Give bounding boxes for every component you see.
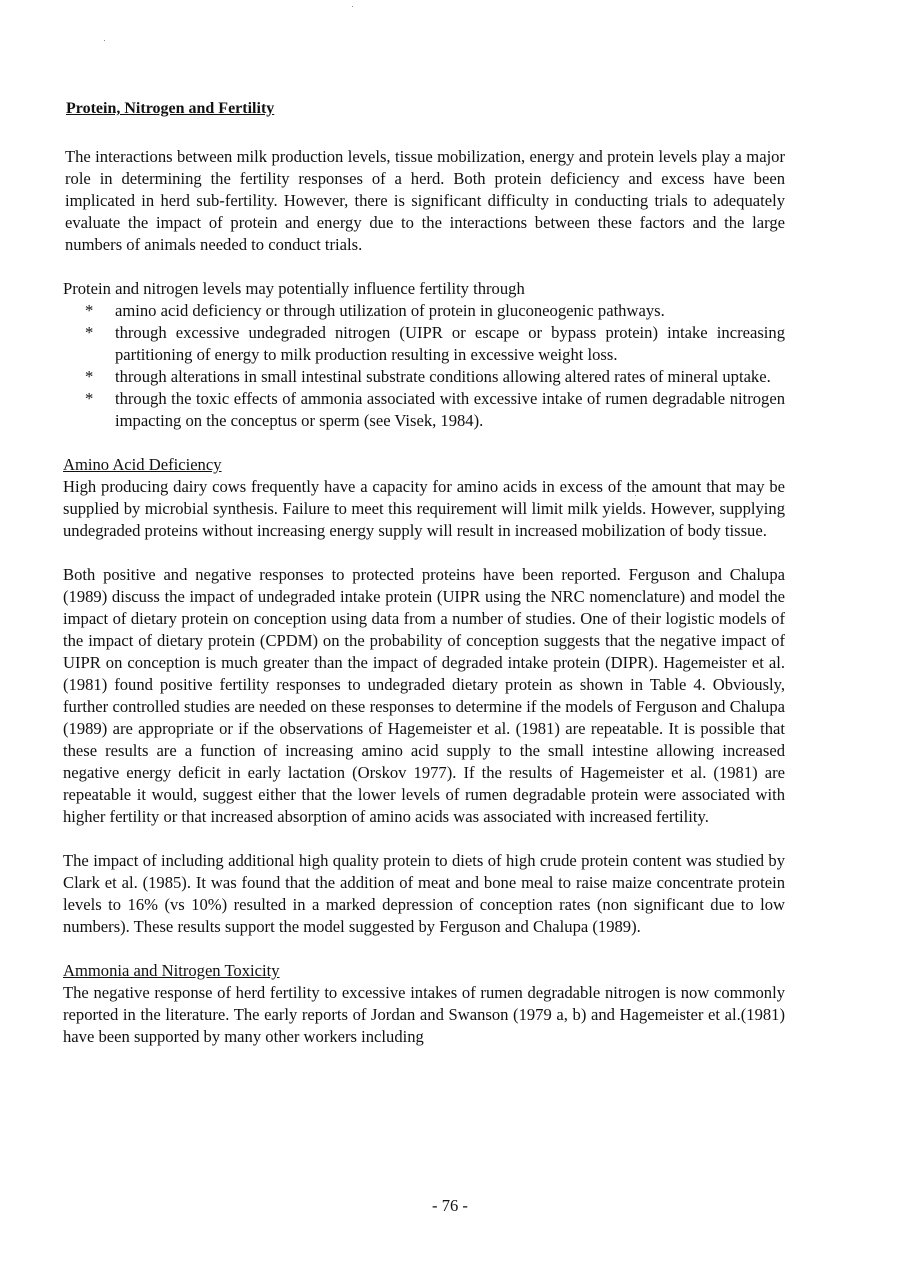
clark-study-paragraph: The impact of including additional high quality protein to diets of high crude protein content was studied by Clark et al. (1985). It was found that the addition of meat and bone meal to raise maize concentrate protein levels to 16% (vs 10%) resulted in a marked depression of conception rates (non significant due to low numbers). These results support the model suggested by Ferguson and Chalupa (1989). <box>63 851 785 936</box>
bullet-marker: * <box>85 389 94 408</box>
amino-acid-paragraph: High producing dairy cows frequently have a capacity for amino acids in excess of the amount that may be supplied by microbial synthesis. Failure to meet this requirement will limit milk yields. However, supplying undegraded proteins without increasing energy supply will result in increased mobilization of body tissue. <box>63 477 785 540</box>
list-item <box>63 322 785 366</box>
list-item <box>63 388 785 432</box>
scan-speck <box>352 6 353 7</box>
list-item <box>63 300 785 322</box>
document-page <box>63 98 785 1070</box>
bullet-marker: * <box>85 323 94 342</box>
list-item-text: amino acid deficiency or through utilization of protein in gluconeogenic pathways. <box>115 301 665 320</box>
list-lead-text: Protein and nitrogen levels may potentially influence fertility through <box>63 279 525 298</box>
amino-acid-heading: Amino Acid Deficiency <box>63 455 222 474</box>
influence-list <box>63 300 785 432</box>
intro-paragraph: The interactions between milk production levels, tissue mobilization, energy and protein levels play a major role in determining the fertility responses of a herd. Both protein deficiency and excess have been implicated in herd sub-fertility. However, there is significant difficulty in conducting trials to adequately evaluate the impact of protein and energy due to the interactions between these factors and the large numbers of animals needed to conduct trials. <box>65 147 785 254</box>
ammonia-paragraph: The negative response of herd fertility to excessive intakes of rumen degradable nitrogen is now commonly reported in the literature. The early reports of Jordan and Swanson (1979 a, b) and Hagemeister et al.(1981) have been supported by many other workers including <box>63 983 785 1046</box>
bullet-marker: * <box>85 301 94 320</box>
protected-protein-paragraph: Both positive and negative responses to protected proteins have been reported. Ferguson and Chalupa (1989) discuss the impact of undegraded intake protein (UIPR using the NRC nomenclature) and model the impact of dietary protein on conception using data from a number of studies. One of their logistic models of the impact of dietary protein (CPDM) on the probability of conception suggests that the negative impact of UIPR on conception is much greater than the impact of degraded intake protein (DIPR). Hagemeister et al. (1981) found positive fertility responses to undegraded dietary protein as shown in Table 4. Obviously, further controlled studies are needed on these responses to determine if the models of Ferguson and Chalupa (1989) are appropriate or if the observations of Hagemeister et al. (1981) are repeatable. It is possible that these results are a function of increasing amino acid supply to the small intestine allowing increased negative energy deficit in early lactation (Orskov 1977). If the results of Hagemeister et al. (1981) are repeatable it would, suggest either that the lower levels of rumen degradable protein were associated with higher fertility or that increased absorption of amino acids was associated with increased fertility. <box>63 565 785 826</box>
page-number: - 76 - <box>432 1196 468 1215</box>
list-item-text: through the toxic effects of ammonia associated with excessive intake of rumen degradable nitrogen impacting on the conceptus or sperm (see Visek, 1984). <box>115 389 785 430</box>
list-item-text: through alterations in small intestinal substrate conditions allowing altered rates of mineral uptake. <box>115 367 771 386</box>
ammonia-heading: Ammonia and Nitrogen Toxicity <box>63 961 280 980</box>
section-heading: Protein, Nitrogen and Fertility <box>66 100 275 117</box>
list-item <box>63 366 785 388</box>
bullet-marker: * <box>85 367 94 386</box>
scan-speck <box>104 40 105 41</box>
list-item-text: through excessive undegraded nitrogen (UIPR or escape or bypass protein) intake increasing partitioning of energy to milk production resulting in excessive weight loss. <box>115 323 785 364</box>
